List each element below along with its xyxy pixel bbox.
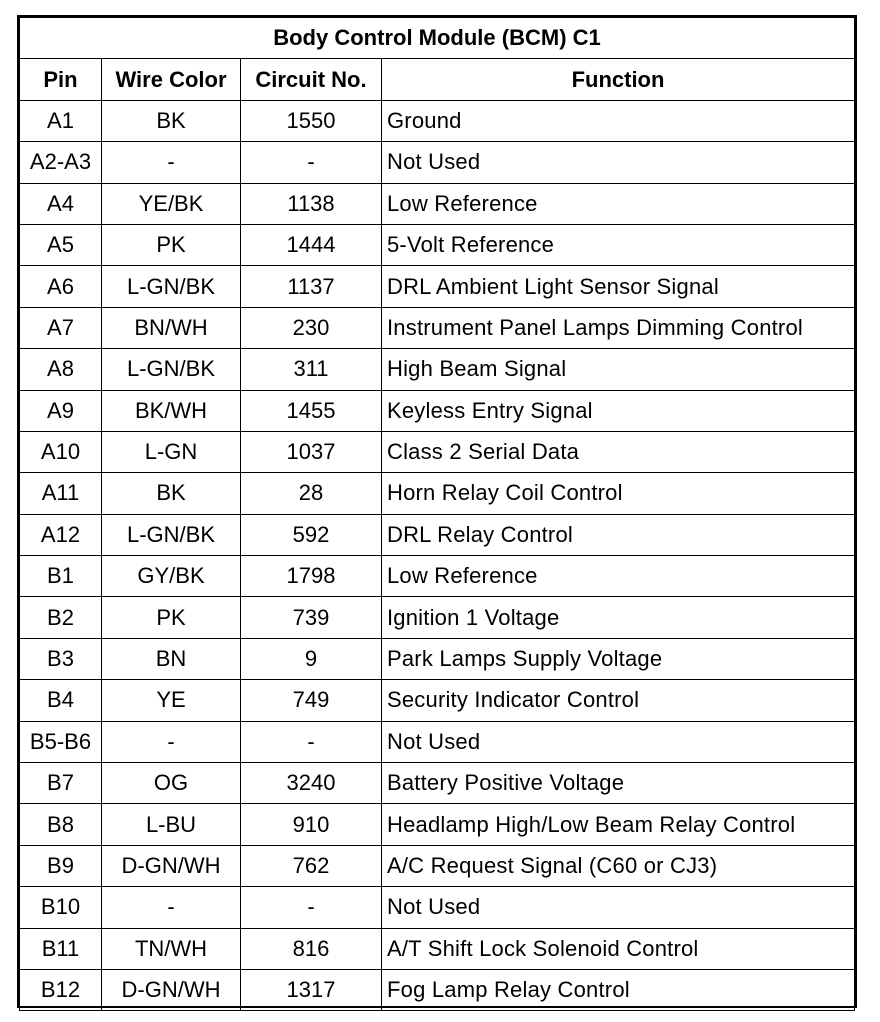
wire-color-cell: OG bbox=[102, 763, 241, 804]
table-row bbox=[20, 224, 855, 265]
function-cell: Ignition 1 Voltage bbox=[382, 597, 855, 638]
table-row bbox=[20, 845, 855, 886]
table-row bbox=[20, 680, 855, 721]
pin-cell: B10 bbox=[20, 887, 102, 928]
pin-cell: B12 bbox=[20, 969, 102, 1010]
function-cell: Instrument Panel Lamps Dimming Control bbox=[382, 307, 855, 348]
function-cell: Not Used bbox=[382, 142, 855, 183]
pin-cell: A4 bbox=[20, 183, 102, 224]
circuit-no-cell: 311 bbox=[241, 349, 382, 390]
circuit-no-cell: - bbox=[241, 887, 382, 928]
circuit-no-cell: 1455 bbox=[241, 390, 382, 431]
function-cell: A/C Request Signal (C60 or CJ3) bbox=[382, 845, 855, 886]
pin-cell: B7 bbox=[20, 763, 102, 804]
pin-cell: B2 bbox=[20, 597, 102, 638]
table-row bbox=[20, 142, 855, 183]
function-cell: Low Reference bbox=[382, 556, 855, 597]
table-row bbox=[20, 638, 855, 679]
pin-cell: A11 bbox=[20, 473, 102, 514]
function-cell: A/T Shift Lock Solenoid Control bbox=[382, 928, 855, 969]
table-row bbox=[20, 514, 855, 555]
pin-cell: A6 bbox=[20, 266, 102, 307]
wire-color-cell: L-GN/BK bbox=[102, 266, 241, 307]
function-cell: DRL Ambient Light Sensor Signal bbox=[382, 266, 855, 307]
wire-color-cell: YE bbox=[102, 680, 241, 721]
function-cell: Low Reference bbox=[382, 183, 855, 224]
table-row bbox=[20, 183, 855, 224]
table-row bbox=[20, 721, 855, 762]
pin-cell: B8 bbox=[20, 804, 102, 845]
function-cell: Not Used bbox=[382, 721, 855, 762]
table-row bbox=[20, 266, 855, 307]
pin-cell: A5 bbox=[20, 224, 102, 265]
function-cell: 5-Volt Reference bbox=[382, 224, 855, 265]
circuit-no-cell: 1798 bbox=[241, 556, 382, 597]
pin-cell: B11 bbox=[20, 928, 102, 969]
pin-cell: A9 bbox=[20, 390, 102, 431]
wire-color-cell: L-BU bbox=[102, 804, 241, 845]
connector-table bbox=[17, 15, 857, 1008]
table-row bbox=[20, 928, 855, 969]
header-circuit-no: Circuit No. bbox=[241, 59, 382, 100]
wire-color-cell: - bbox=[102, 142, 241, 183]
function-cell: Keyless Entry Signal bbox=[382, 390, 855, 431]
table-row bbox=[20, 763, 855, 804]
header-wire-color: Wire Color bbox=[102, 59, 241, 100]
pin-cell: A10 bbox=[20, 431, 102, 472]
header-pin: Pin bbox=[20, 59, 102, 100]
wire-color-cell: PK bbox=[102, 224, 241, 265]
wire-color-cell: L-GN/BK bbox=[102, 349, 241, 390]
wire-color-cell: PK bbox=[102, 597, 241, 638]
table-row bbox=[20, 390, 855, 431]
header-row bbox=[20, 59, 855, 100]
circuit-no-cell: 910 bbox=[241, 804, 382, 845]
table-row bbox=[20, 804, 855, 845]
wire-color-cell: BN bbox=[102, 638, 241, 679]
table-row bbox=[20, 349, 855, 390]
circuit-no-cell: 28 bbox=[241, 473, 382, 514]
wire-color-cell: BK/WH bbox=[102, 390, 241, 431]
circuit-no-cell: 749 bbox=[241, 680, 382, 721]
pin-cell: B4 bbox=[20, 680, 102, 721]
circuit-no-cell: - bbox=[241, 142, 382, 183]
circuit-no-cell: 230 bbox=[241, 307, 382, 348]
table-row bbox=[20, 556, 855, 597]
circuit-no-cell: 1550 bbox=[241, 100, 382, 141]
wire-color-cell: BK bbox=[102, 473, 241, 514]
wire-color-cell: L-GN bbox=[102, 431, 241, 472]
wire-color-cell: - bbox=[102, 721, 241, 762]
circuit-no-cell: 9 bbox=[241, 638, 382, 679]
circuit-no-cell: - bbox=[241, 721, 382, 762]
wire-color-cell: D-GN/WH bbox=[102, 969, 241, 1010]
pin-cell: B9 bbox=[20, 845, 102, 886]
table-row bbox=[20, 473, 855, 514]
function-cell: DRL Relay Control bbox=[382, 514, 855, 555]
function-cell: Battery Positive Voltage bbox=[382, 763, 855, 804]
pin-cell: A7 bbox=[20, 307, 102, 348]
pin-cell: A2-A3 bbox=[20, 142, 102, 183]
function-cell: Security Indicator Control bbox=[382, 680, 855, 721]
wire-color-cell: D-GN/WH bbox=[102, 845, 241, 886]
function-cell: Fog Lamp Relay Control bbox=[382, 969, 855, 1010]
wire-color-cell: GY/BK bbox=[102, 556, 241, 597]
circuit-no-cell: 1444 bbox=[241, 224, 382, 265]
table-row bbox=[20, 100, 855, 141]
pin-cell: A8 bbox=[20, 349, 102, 390]
circuit-no-cell: 739 bbox=[241, 597, 382, 638]
circuit-no-cell: 3240 bbox=[241, 763, 382, 804]
function-cell: Horn Relay Coil Control bbox=[382, 473, 855, 514]
circuit-no-cell: 1317 bbox=[241, 969, 382, 1010]
circuit-no-cell: 1137 bbox=[241, 266, 382, 307]
wire-color-cell: TN/WH bbox=[102, 928, 241, 969]
function-cell: Ground bbox=[382, 100, 855, 141]
wire-color-cell: BK bbox=[102, 100, 241, 141]
table-row bbox=[20, 887, 855, 928]
function-cell: Class 2 Serial Data bbox=[382, 431, 855, 472]
function-cell: Not Used bbox=[382, 887, 855, 928]
pin-cell: A12 bbox=[20, 514, 102, 555]
pin-cell: B5-B6 bbox=[20, 721, 102, 762]
circuit-no-cell: 1037 bbox=[241, 431, 382, 472]
circuit-no-cell: 816 bbox=[241, 928, 382, 969]
header-function: Function bbox=[382, 59, 855, 100]
wire-color-cell: L-GN/BK bbox=[102, 514, 241, 555]
circuit-no-cell: 1138 bbox=[241, 183, 382, 224]
function-cell: High Beam Signal bbox=[382, 349, 855, 390]
wire-color-cell: BN/WH bbox=[102, 307, 241, 348]
table-row bbox=[20, 597, 855, 638]
function-cell: Park Lamps Supply Voltage bbox=[382, 638, 855, 679]
circuit-no-cell: 592 bbox=[241, 514, 382, 555]
pin-cell: A1 bbox=[20, 100, 102, 141]
table-title: Body Control Module (BCM) C1 bbox=[20, 18, 855, 59]
pin-cell: B1 bbox=[20, 556, 102, 597]
function-cell: Headlamp High/Low Beam Relay Control bbox=[382, 804, 855, 845]
table-row bbox=[20, 307, 855, 348]
wire-color-cell: - bbox=[102, 887, 241, 928]
bcm-c1-table bbox=[19, 17, 855, 1011]
wire-color-cell: YE/BK bbox=[102, 183, 241, 224]
pin-cell: B3 bbox=[20, 638, 102, 679]
title-row bbox=[20, 18, 855, 59]
table-row bbox=[20, 431, 855, 472]
table-row bbox=[20, 969, 855, 1010]
circuit-no-cell: 762 bbox=[241, 845, 382, 886]
